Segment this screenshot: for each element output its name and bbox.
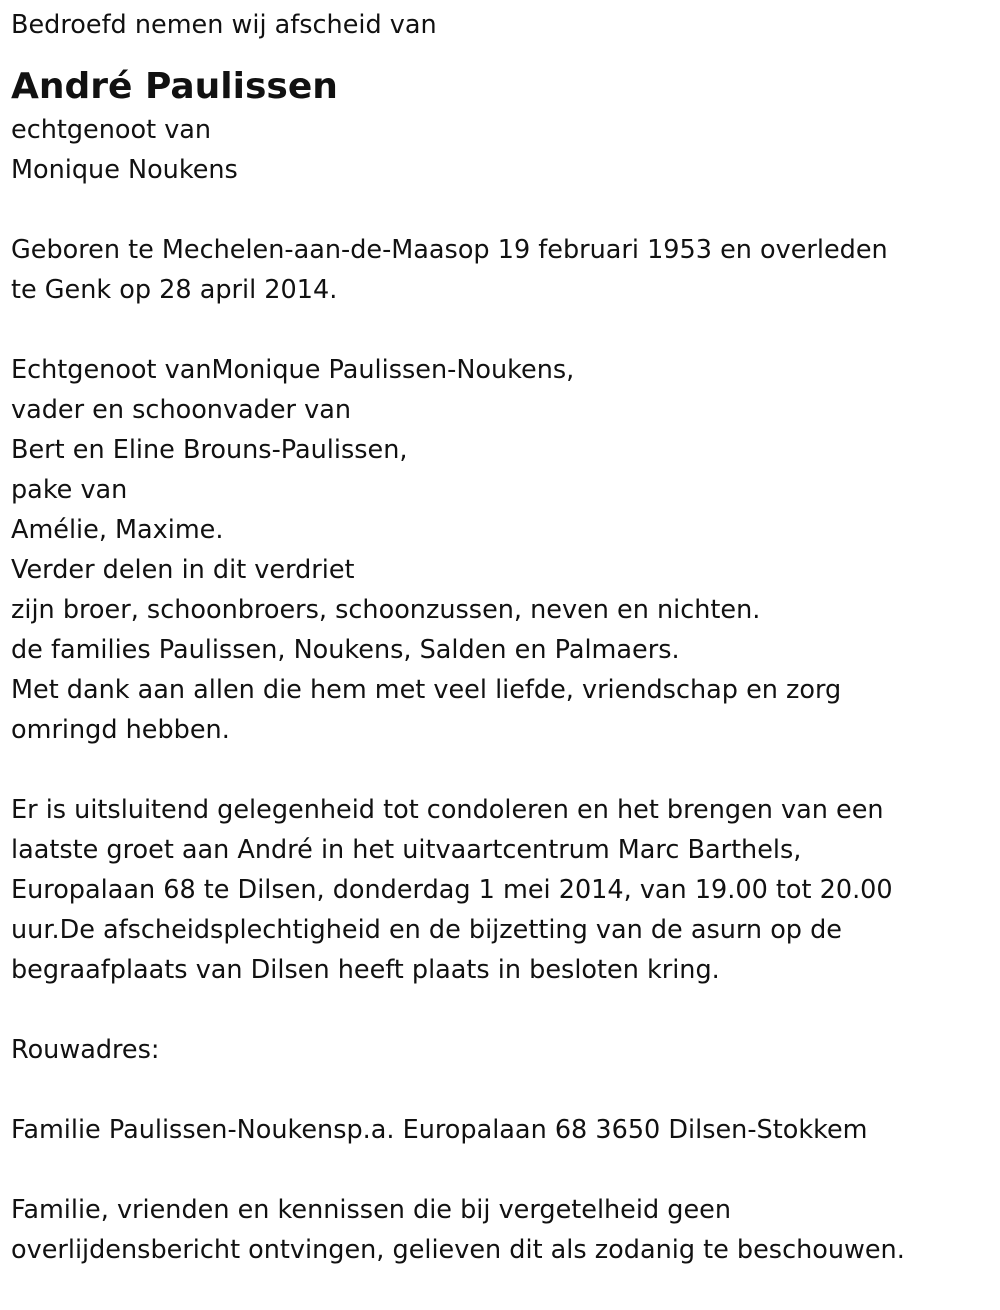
spouse-name: Monique Noukens: [11, 155, 238, 185]
spacer: [11, 990, 991, 1030]
intro-text: Bedroefd nemen wij afscheid van: [11, 10, 437, 40]
closing-line: overlijdensbericht ontvingen, gelieven dit als zodanig te beschouwen.: [11, 1235, 905, 1265]
family-line: Echtgenoot vanMonique Paulissen-Noukens,: [11, 355, 575, 385]
spacer: [11, 310, 991, 350]
spouse-intro-line: echtgenoot van: [11, 115, 212, 145]
condolence-line: Europalaan 68 te Dilsen, donderdag 1 mei 2014, van 19.00 tot 20.00: [11, 875, 893, 905]
condolence-line: Er is uitsluitend gelegenheid tot condoleren en het brengen van een: [11, 795, 884, 825]
family-line: omringd hebben.: [11, 715, 230, 745]
condolence-line: begraafplaats van Dilsen heeft plaats in besloten kring.: [11, 955, 720, 985]
mourning-address-label: Rouwadres:: [11, 1035, 160, 1065]
spacer: [11, 750, 991, 790]
family-line: de families Paulissen, Noukens, Salden en Palmaers.: [11, 635, 680, 665]
birth-death-line: te Genk op 28 april 2014.: [11, 275, 338, 305]
condolence-line: uur.De afscheidsplechtigheid en de bijzetting van de asurn op de: [11, 915, 842, 945]
spacer: [11, 1150, 991, 1190]
family-line: Bert en Eline Brouns-Paulissen,: [11, 435, 408, 465]
spacer: [11, 190, 991, 230]
family-line: pake van: [11, 475, 128, 505]
birth-death-line: Geboren te Mechelen-aan-de-Maasop 19 februari 1953 en overleden: [11, 235, 888, 265]
condolence-line: laatste groet aan André in het uitvaartcentrum Marc Barthels,: [11, 835, 802, 865]
family-line: vader en schoonvader van: [11, 395, 352, 425]
family-line: Met dank aan allen die hem met veel liefde, vriendschap en zorg: [11, 675, 842, 705]
spacer: [11, 1070, 991, 1110]
family-line: Amélie, Maxime.: [11, 515, 224, 545]
closing-line: Familie, vrienden en kennissen die bij vergetelheid geen: [11, 1195, 731, 1225]
family-line: Verder delen in dit verdriet: [11, 555, 355, 585]
family-line: zijn broer, schoonbroers, schoonzussen, neven en nichten.: [11, 595, 761, 625]
death-notice: [11, 0, 991, 1270]
mourning-address: Familie Paulissen-Noukensp.a. Europalaan 68 3650 Dilsen-Stokkem: [11, 1115, 868, 1145]
deceased-name: André Paulissen: [11, 66, 338, 107]
